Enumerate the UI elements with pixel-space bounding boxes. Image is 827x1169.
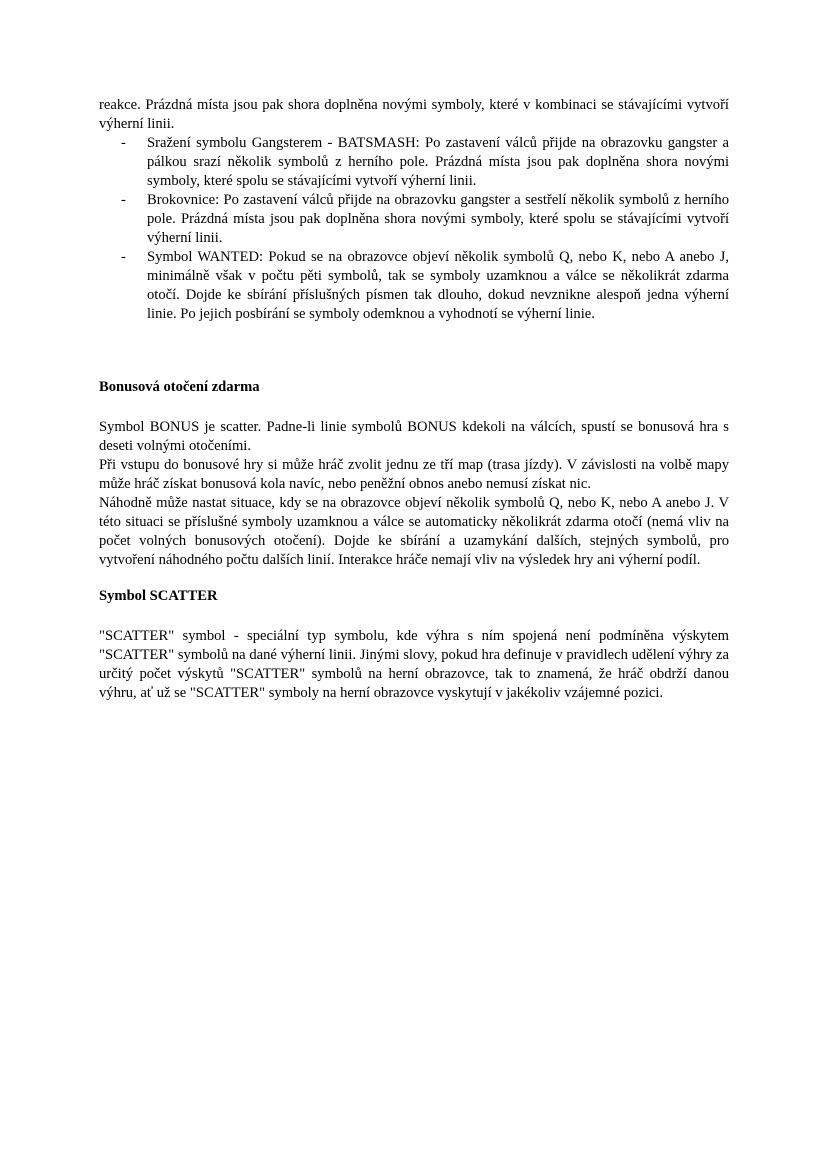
bullet-dash: - [121,249,126,265]
list-item-wanted [99,248,729,324]
list-item-text: Brokovnice: Po zastavení válců přijde na obrazovku gangster a sestřelí několik symbolů z herního pole. Prázdná místa jsou pak doplněna shora novými symboly, které spolu se stávajícími vytvoří výherní linii. [147,192,729,246]
bonus-body [99,418,729,570]
list-item-text: Symbol WANTED: Pokud se na obrazovce objeví několik symbolů Q, nebo K, nebo A anebo J, minimálně však v počtu pěti symbolů, tak se symboly uzamknou a válce se několikrát zdarma otočí. Dojde ke sbírání příslušných písmen tak dlouho, dokud nevznikne alespoň jedna výherní linie. Po jejich posbírání se symboly odemknou a vyhodnotí se výherní linie. [147,249,729,322]
bonus-heading: Bonusová otočení zdarma [99,379,260,395]
bullet-dash: - [121,192,126,208]
list-item-text: Sražení symbolu Gangsterem - BATSMASH: Po zastavení válců přijde na obrazovku gangster a pálkou srazí několik symbolů z herního pole. Prázdná místa jsou pak doplněna shora novými symboly, které spolu se stávajícími vytvoří výherní linii. [147,135,729,189]
bullet-dash: - [121,135,126,151]
bonus-paragraph-1: Symbol BONUS je scatter. Padne-li linie symbolů BONUS kdekoli na válcích, spustí se bonusová hra s deseti volnými otočeními. [99,419,729,454]
list-item-batsmash [99,134,729,191]
continuation-paragraph: reakce. Prázdná místa jsou pak shora doplněna novými symboly, které v kombinaci se stávajícími vytvoří výherní linii. [99,97,729,132]
document-page [99,96,729,703]
bonus-paragraph-2: Při vstupu do bonusové hry si může hráč zvolit jednu ze tří map (trasa jízdy). V závislosti na volbě mapy může hráč získat bonusová kola navíc, nebo peněžní obnos anebo nemusí získat nic. [99,457,729,492]
bonus-paragraph-3: Náhodně může nastat situace, kdy se na obrazovce objeví několik symbolů Q, nebo K, nebo A anebo J. V této situaci se příslušné symboly uzamknou a válce se automaticky několikrát zdarma otočí (nemá vliv na počet volných bonusových otočení). Dojde ke sbírání a uzamykání dalších, stejných symbolů, pro vytvoření náhodného počtu dalších linií. Interakce hráče nemají vliv na výsledek hry ani výherní podíl. [99,495,729,568]
list-item-brokovnice [99,191,729,248]
scatter-paragraph: "SCATTER" symbol - speciální typ symbolu, kde výhra s ním spojená není podmíněna výskytem "SCATTER" symbolů na dané výherní linii. Jinými slovy, pokud hra definuje v pravidlech udělení výhry za určitý počet výskytů "SCATTER" symbolů na herní obrazovce, tak to znamená, že hráč obdrží danou výhru, ať už se "SCATTER" symboly na herní obrazovce vyskytují v jakékoliv vzájemné pozici. [99,628,729,701]
feature-list [99,134,729,324]
scatter-heading: Symbol SCATTER [99,588,218,604]
